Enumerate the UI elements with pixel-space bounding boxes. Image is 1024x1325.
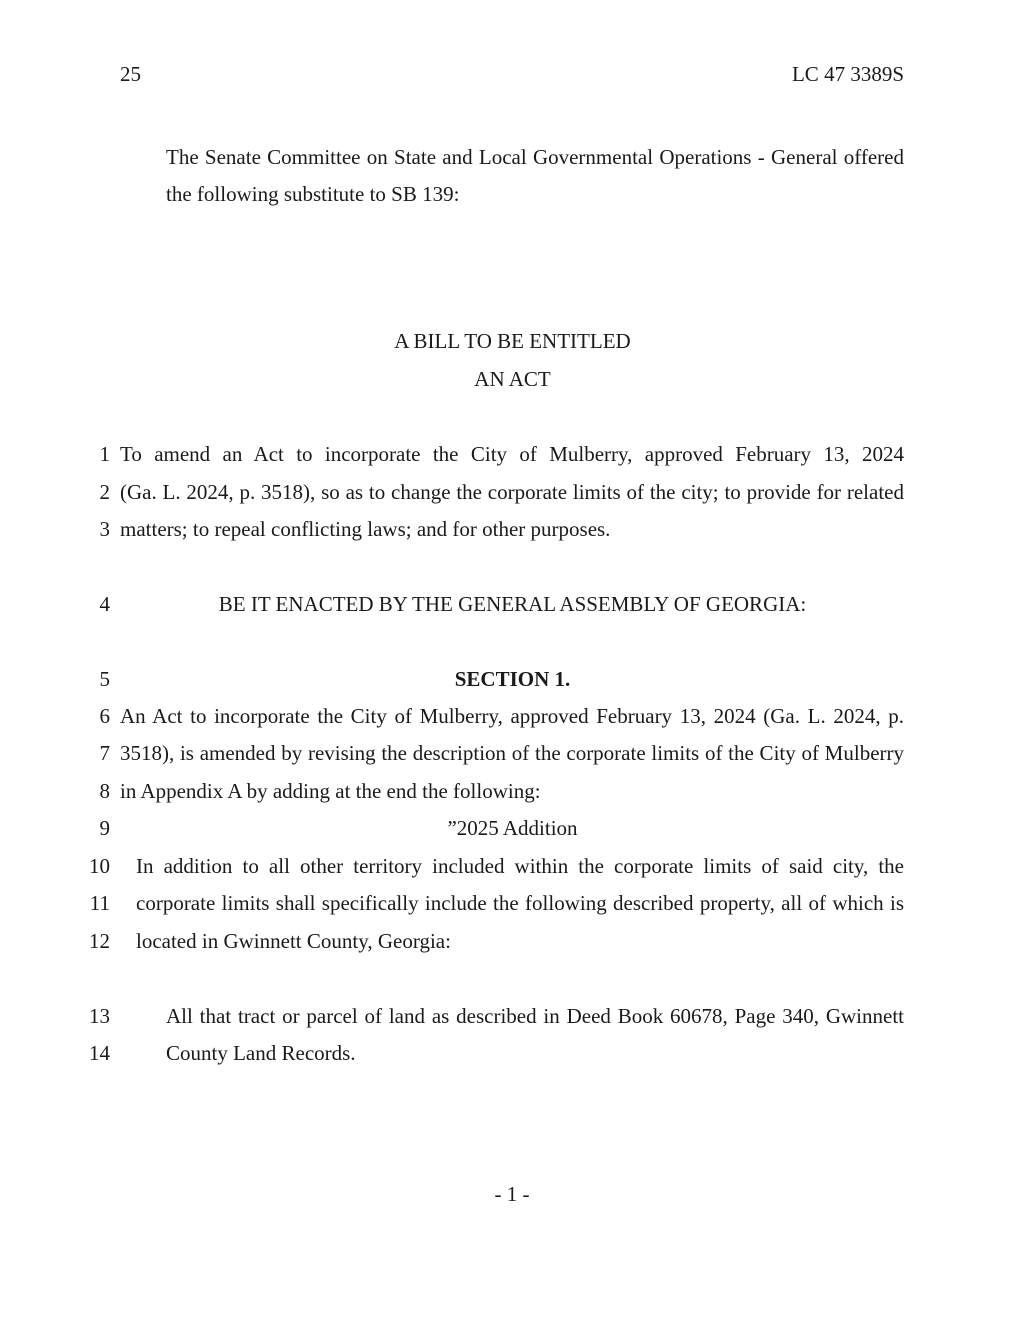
bill-title-line-2: AN ACT xyxy=(474,367,551,391)
document-id: LC 47 3389S xyxy=(791,62,904,86)
bill-title-line-1: A BILL TO BE ENTITLED xyxy=(394,329,631,353)
line-number: 3 xyxy=(99,517,110,541)
intro-line-2: the following substitute to SB 139: xyxy=(166,182,460,206)
line-number: 9 xyxy=(99,816,110,840)
body-line: 3518), is amended by revising the description of the corporate limits of the City of Mulberry xyxy=(120,741,904,765)
line-number: 12 xyxy=(89,929,110,953)
body-line: In addition to all other territory included within the corporate limits of said city, the xyxy=(136,854,904,878)
intro-line-1: The Senate Committee on State and Local Governmental Operations - General offered xyxy=(166,145,904,169)
line-number: 13 xyxy=(89,1004,110,1028)
body-line: in Appendix A by adding at the end the following: xyxy=(120,779,541,803)
body-line: corporate limits shall specifically include the following described property, all of which is xyxy=(136,891,904,915)
line-number: 6 xyxy=(99,704,110,728)
header-year: 25 xyxy=(120,62,141,86)
section-heading: SECTION 1. xyxy=(454,667,571,691)
enacting-clause: BE IT ENACTED BY THE GENERAL ASSEMBLY OF GEORGIA: xyxy=(218,592,807,616)
body-line: County Land Records. xyxy=(166,1041,356,1065)
line-number: 1 xyxy=(99,442,110,466)
line-number: 7 xyxy=(99,741,110,765)
addition-heading: ”2025 Addition xyxy=(447,816,578,840)
body-line: All that tract or parcel of land as described in Deed Book 60678, Page 340, Gwinnett xyxy=(166,1004,904,1028)
body-line: matters; to repeal conflicting laws; and for other purposes. xyxy=(120,517,611,541)
line-number: 10 xyxy=(89,854,110,878)
line-number: 2 xyxy=(99,480,110,504)
body-line: (Ga. L. 2024, p. 3518), so as to change the corporate limits of the city; to provide for related xyxy=(120,480,904,504)
line-number: 14 xyxy=(89,1041,110,1065)
body-line: located in Gwinnett County, Georgia: xyxy=(136,929,451,953)
line-number: 4 xyxy=(99,592,110,616)
body-line: To amend an Act to incorporate the City of Mulberry, approved February 13, 2024 xyxy=(120,442,904,466)
line-number: 8 xyxy=(99,779,110,803)
line-number: 5 xyxy=(99,667,110,691)
page-number: - 1 - xyxy=(494,1182,530,1206)
body-line: An Act to incorporate the City of Mulberry, approved February 13, 2024 (Ga. L. 2024, p. xyxy=(120,704,904,728)
line-number: 11 xyxy=(89,891,110,915)
